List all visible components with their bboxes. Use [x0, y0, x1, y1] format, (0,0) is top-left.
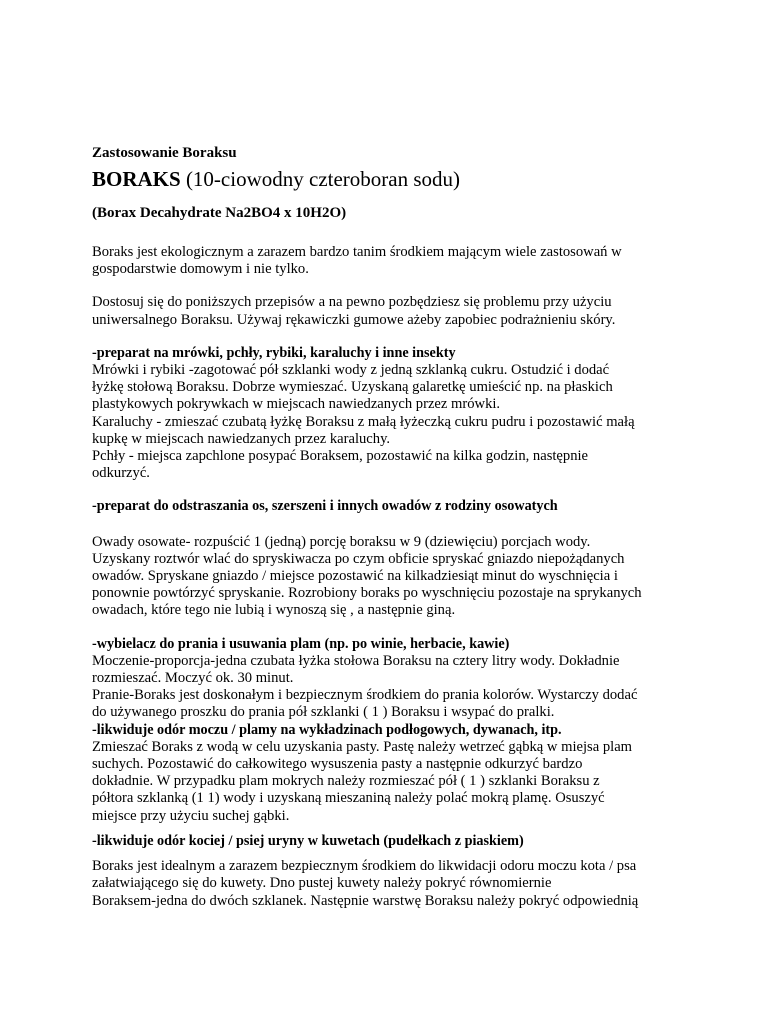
- text-line: miejsce przy użyciu suchej gąbki.: [92, 807, 290, 824]
- text-line: owadów. Spryskane gniazdo / miejsce pozostawić na kilkadziesiąt minut do wyschnięcia i: [92, 568, 618, 585]
- section-heading: -preparat do odstraszania os, szerszeni i innych owadów z rodziny osowatych: [92, 498, 558, 515]
- section-bleach: [92, 636, 688, 825]
- text-line: Pchły - miejsca zapchlone posypać Boraksem, pozostawić na kilka godzin, następnie: [92, 448, 589, 465]
- text-line: rozmieszać. Moczyć ok. 30 minut.: [92, 670, 294, 687]
- text-line: Boraks jest idealnym a zarazem bezpiecznym środkiem do likwidacji odoru moczu kota / psa: [92, 858, 637, 875]
- text-line: plastykowych pokrywkach w miejscach nawiedzanych przez mrówki.: [92, 396, 501, 413]
- text-line: Mrówki i rybiki -zagotować pół szklanki wody z jedną szklanką cukru. Ostudzić i dodać: [92, 362, 610, 379]
- text-line: owadach, które tego nie lubią i wynoszą się , a następnie giną.: [92, 602, 456, 619]
- section-heading: -wybielacz do prania i usuwania plam (np. po winie, herbacie, kawie): [92, 635, 510, 652]
- section-litter: [92, 833, 688, 910]
- text-line: łyżkę stołową Boraksu. Dobrze wymieszać. Uzyskaną galaretkę umieścić np. na płaskich: [92, 379, 613, 396]
- text-line: Boraksem-jedna do dwóch szklanek. Następnie warstwę Boraksu należy pokryć odpowiednią: [92, 892, 639, 909]
- text-line: odkurzyć.: [92, 465, 150, 482]
- document-kicker: Zastosowanie Boraksu: [92, 145, 237, 161]
- section-heading: -preparat na mrówki, pchły, rybiki, karaluchy i inne insekty: [92, 344, 456, 361]
- section-insects: [92, 345, 688, 483]
- text-line: Owady osowate- rozpuścić 1 (jedną) porcję boraksu w 9 (dziewięciu) porcjach wody.: [92, 533, 591, 550]
- text-line: półtora szklanką (1 1) wody i uzyskaną mieszaniną należy polać mokrą plamę. Osuszyć: [92, 790, 605, 807]
- formula-subtitle: (Borax Decahydrate Na2BO4 x 10H2O): [92, 205, 347, 221]
- intro-paragraph-2: [92, 294, 688, 328]
- text-line: Uzyskany roztwór wlać do spryskiwacza po czym obficie spryskać gniazdo niepożądanych: [92, 550, 625, 567]
- section-heading: -likwiduje odór kociej / psiej uryny w kuwetach (pudełkach z piaskiem): [92, 832, 524, 849]
- text-line: do używanego proszku do prania pół szklanki ( 1 ) Boraksu i wsypać do pralki.: [92, 704, 555, 721]
- text-line: Pranie-Boraks jest doskonałym i bezpiecznym środkiem do prania kolorów. Wystarczy dodać: [92, 687, 638, 704]
- text-line: uniwersalnego Boraksu. Używaj rękawiczki gumowe ażeby zapobiec podrażnieniu skóry.: [92, 311, 616, 328]
- section-wasps: [92, 498, 688, 619]
- document-title: [92, 166, 688, 192]
- title-bold: BORAKS: [92, 167, 181, 191]
- text-line: Karaluchy - zmieszać czubatą łyżkę Boraksu z małą łyżeczką cukru pudru i pozostawić małą: [92, 413, 635, 430]
- text-line: załatwiającego się do kuwety. Dno pustej kuwety należy pokryć równomiernie: [92, 875, 552, 892]
- text-line: gospodarstwie domowym i nie tylko.: [92, 261, 309, 278]
- text-line: ponownie powtórzyć spryskanie. Rozrobiony boraks po wyschnięciu pozostaje na sprykanych: [92, 585, 642, 602]
- text-line: suchych. Pozostawić do całkowitego wysuszenia pasty a następnie odkurzyć bardzo: [92, 756, 583, 773]
- text-line: kupkę w miejscach nawiedzanych przez karaluchy.: [92, 430, 391, 447]
- text-line: Zmieszać Boraks z wodą w celu uzyskania pasty. Pastę należy wetrzeć gąbką w miejsa plam: [92, 738, 633, 755]
- title-rest: (10-ciowodny czteroboran sodu): [180, 167, 461, 191]
- text-line: Dostosuj się do poniższych przepisów a na pewno pozbędziesz się problemu przy użyciu: [92, 294, 612, 311]
- intro-paragraph: [92, 244, 688, 278]
- text-line: Moczenie-proporcja-jedna czubata łyżka stołowa Boraksu na cztery litry wody. Dokładnie: [92, 652, 620, 669]
- section-heading: -likwiduje odór moczu / plamy na wykładzinach podłogowych, dywanach, itp.: [92, 721, 562, 738]
- text-line: dokładnie. W przypadku plam mokrych należy rozmieszać pół ( 1 ) szklanki Boraksu z: [92, 773, 600, 790]
- text-line: Boraks jest ekologicznym a zarazem bardzo tanim środkiem mającym wiele zastosowań w: [92, 244, 622, 260]
